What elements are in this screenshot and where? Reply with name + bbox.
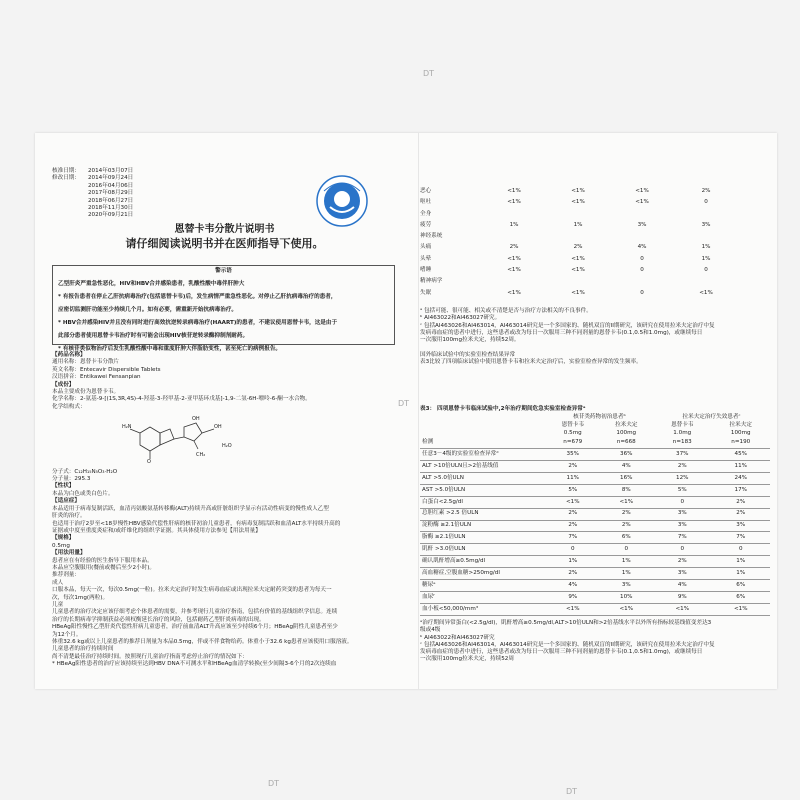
revision-date-value: 2018年11月30日 bbox=[88, 205, 134, 212]
table-row bbox=[420, 532, 770, 544]
table3-test-name: 血尿ᶠ bbox=[420, 591, 546, 603]
table3-value: 36% bbox=[600, 449, 654, 461]
revision-date-value: 2016年04月06日 bbox=[88, 182, 134, 189]
table3-value: 3% bbox=[711, 520, 770, 532]
warning-line: * HBV合并感染HIV并且没有同时进行高效抗逆转录病毒治疗(HAART)的患者，不建议使用恩替卡韦，这是由于 bbox=[58, 320, 338, 326]
table3-value: 7% bbox=[546, 532, 600, 544]
body-line: 本品为白色或类白色片。 bbox=[52, 490, 114, 497]
revision-date-row bbox=[52, 175, 202, 182]
table3-test-name: 高血糖症,空腹血糖>250mg/dl bbox=[420, 568, 546, 580]
ae-row bbox=[420, 197, 770, 208]
revision-date-value: 2018年06月27日 bbox=[88, 197, 134, 204]
table3-value: 2% bbox=[546, 568, 600, 580]
warning-line: 乙型肝炎严重急性恶化，HIV和HBV合并感染患者，乳酸性酸中毒伴肝肿大 bbox=[58, 281, 245, 287]
body-line: 本品应空腹服用(餐前或餐后至少2小时)。 bbox=[52, 564, 156, 571]
table3-value: 2% bbox=[546, 508, 600, 520]
table3-title: 表3： 四项恩替卡韦临床试验中,2年治疗期间危急实验室检查异常ᵃ bbox=[420, 406, 586, 412]
table3-group-header: 拉米夫定治疗失效患者ᶜ bbox=[682, 413, 741, 420]
ae-name: 头痛 bbox=[420, 244, 432, 251]
table3-header-cell bbox=[420, 413, 546, 421]
ae-row bbox=[420, 276, 770, 287]
footnotes-top bbox=[420, 308, 770, 366]
revision-date-value: 2014年03月07日 bbox=[88, 168, 134, 174]
adverse-events-table bbox=[420, 186, 770, 299]
table3-value: 5% bbox=[546, 484, 600, 496]
body-line: 汉语拼音：Entikawei Fensanpian bbox=[52, 374, 141, 381]
certification-logo-icon bbox=[314, 173, 370, 229]
body-line: 体重32.6 kg或以上儿童患者的推荐日剂量为本品0.5mg，伴或不伴食物给药。体重小于32.6 kg患者应该使用口服溶液。 bbox=[52, 639, 353, 645]
table3-value: 2% bbox=[653, 556, 711, 568]
table3-value: 6% bbox=[600, 532, 654, 544]
table3-value: 8% bbox=[600, 484, 654, 496]
body-line: 治疗的长期病毒学抑制获益必须权衡延长治疗的风险，包括耐药乙型肝炎病毒的出现。 bbox=[52, 616, 265, 623]
body-line: 英文名称：Entecavir Dispersible Tablets bbox=[52, 366, 161, 373]
ae-value: 3% bbox=[701, 221, 711, 228]
ae-row bbox=[420, 186, 770, 197]
footnote-line: 发病毒血症的患者中进行，这些患者或改为每日一次服用三种不同剂量的恩替卡韦(0.1,0.5和1.0mg)，或继续每日 bbox=[420, 649, 703, 656]
table3-header-row bbox=[420, 421, 770, 429]
footnote-line: ᵃ治疗期间异常蛋白(<2.5g/dl)，肌酐增高≥0.5mg/dl,ALT>10倍ULN和>2倍基线水平以外所有指标较基线值变差达3 bbox=[420, 620, 712, 626]
table3-test-name: 糖尿ᵉ bbox=[420, 579, 546, 591]
ae-value: <1% bbox=[507, 199, 521, 206]
table3-value: 3% bbox=[653, 508, 711, 520]
document-subtitle: 请仔细阅读说明书并在医师指导下使用。 bbox=[125, 237, 324, 250]
table3-value: 2% bbox=[600, 520, 654, 532]
section-heading: 【成份】 bbox=[52, 381, 75, 388]
table3-test-name: ALT >5.0倍ULN bbox=[420, 472, 546, 484]
table-row bbox=[420, 568, 770, 580]
lab-abnormalities-table bbox=[420, 413, 770, 615]
table3-value: 2% bbox=[600, 508, 654, 520]
table3-value: 37% bbox=[653, 449, 711, 461]
table-row bbox=[420, 579, 770, 591]
table3-header-cell: 0.5mg bbox=[563, 429, 582, 436]
body-line: 儿童 bbox=[52, 601, 64, 608]
warning-line: 此部分患者使用恩替卡韦治疗时有可能会出现HIV核苷逆转录酶抑制剂耐药。 bbox=[58, 333, 249, 339]
table3-value: 4% bbox=[600, 461, 654, 473]
body-line: 肝炎的治疗。 bbox=[52, 513, 86, 520]
table-row bbox=[420, 472, 770, 484]
table3-test-name: ALT >10倍ULN且>2倍基线值 bbox=[420, 461, 546, 473]
ae-value: 2% bbox=[509, 244, 519, 251]
warning-line: * 有核苷类似物治疗后发生乳酸性酸中毒和重度肝肿大伴脂肪变性，甚至死亡的病例报告。 bbox=[58, 346, 282, 352]
section-heading: 【规格】 bbox=[52, 535, 75, 542]
footnote-line: ᵇ AI463022和AI463027研究。 bbox=[420, 315, 501, 322]
body-line: 本品适用于病毒复制活跃，血清丙氨酸氨基转移酶(ALT)持续升高或肝脏组织学显示有活动性病变的慢性成人乙型 bbox=[52, 505, 329, 512]
warning-heading: 警示语 bbox=[215, 268, 232, 274]
ae-row bbox=[420, 220, 770, 231]
table3-header-cell bbox=[420, 421, 546, 429]
table-row bbox=[420, 461, 770, 473]
body-line: 成人 bbox=[52, 579, 64, 586]
body-line: 次，每次1mg(两粒)。 bbox=[52, 594, 109, 601]
revision-date-label bbox=[52, 212, 88, 219]
warning-box bbox=[52, 265, 395, 352]
table3-value: 4% bbox=[653, 579, 711, 591]
revision-date-label bbox=[52, 190, 88, 197]
table3-value: 11% bbox=[546, 472, 600, 484]
ae-value: 0 bbox=[704, 267, 708, 274]
table3-value: <1% bbox=[600, 603, 654, 615]
body-line: 证据或中度至重度炎症和/或纤维化的组织学证据。其具体使用方法参见【用法用量】 bbox=[52, 527, 261, 534]
ae-value: 1% bbox=[509, 221, 519, 228]
ae-value: 1% bbox=[701, 255, 711, 262]
ae-row bbox=[420, 231, 770, 242]
watermark: DT bbox=[268, 779, 280, 788]
ae-row bbox=[420, 209, 770, 220]
table3-value: 1% bbox=[546, 556, 600, 568]
footnote-line bbox=[420, 344, 770, 351]
table3-header-cell: n=679 bbox=[546, 437, 600, 448]
table3-value: 7% bbox=[711, 532, 770, 544]
footnote-line: 一次服用100mg拉米夫定，持续52周。 bbox=[420, 337, 520, 344]
ae-value: <1% bbox=[635, 199, 649, 206]
ae-value: <1% bbox=[507, 188, 521, 194]
body-line: 为12个月。 bbox=[52, 631, 82, 638]
document-title: 恩替卡韦分散片说明书 bbox=[174, 224, 275, 235]
table-row bbox=[420, 520, 770, 532]
table3-value: 9% bbox=[653, 591, 711, 603]
table3-value: 6% bbox=[711, 579, 770, 591]
body-line: 尚不清楚最佳治疗持续时间。按照现行儿童治疗指南考虑停止治疗的情况如下： bbox=[52, 653, 248, 660]
revision-date-value: 2020年09月21日 bbox=[88, 212, 134, 219]
section-heading: 【药品名称】 bbox=[52, 352, 86, 358]
revision-date-value: 2017年08月29日 bbox=[88, 190, 134, 197]
watermark: DT bbox=[566, 787, 578, 796]
table3-value: <1% bbox=[546, 603, 600, 615]
footnote-line: 国外临床试验中的实验室检查结果异常 bbox=[420, 351, 516, 358]
ae-value: <1% bbox=[571, 188, 585, 194]
table3-header-row bbox=[420, 437, 770, 448]
mol-label: O bbox=[147, 459, 151, 464]
table3-value: 3% bbox=[653, 520, 711, 532]
table3-value: <1% bbox=[653, 603, 711, 615]
table3-header-cell: 恩替卡韦 bbox=[561, 421, 584, 428]
ae-row bbox=[420, 242, 770, 253]
footnote-line: ᵇ AI463022和AI463027研究 bbox=[420, 634, 495, 641]
body-line: 化学结构式： bbox=[52, 403, 86, 410]
table3-value: 10% bbox=[600, 591, 654, 603]
table3-value: 3% bbox=[600, 579, 654, 591]
table3-value: 24% bbox=[711, 472, 770, 484]
table3-value: 0 bbox=[600, 544, 654, 556]
table3-value: 0 bbox=[653, 496, 711, 508]
table-row bbox=[420, 556, 770, 568]
table-row bbox=[420, 544, 770, 556]
ae-value: <1% bbox=[635, 188, 649, 194]
ae-name: 失眠 bbox=[420, 289, 432, 296]
ae-value: 0 bbox=[704, 199, 708, 206]
ae-name: 嗜睡 bbox=[420, 267, 432, 274]
ae-value: <1% bbox=[571, 267, 585, 274]
revision-date-row bbox=[52, 190, 202, 197]
ae-value: <1% bbox=[699, 289, 713, 296]
footnote-line: ᵃ 包括可能、很可能、相关或不清楚是否与治疗方法相关的不良事件。 bbox=[420, 308, 592, 314]
revision-date-label bbox=[52, 183, 88, 190]
table3-test-name: 淀粉酶 ≥2.1倍ULN bbox=[420, 520, 546, 532]
table3-test-name: 白蛋白<2.5g/dl bbox=[420, 496, 546, 508]
table3-value: 1% bbox=[711, 556, 770, 568]
table3-value: 2% bbox=[653, 461, 711, 473]
table3-value: 0 bbox=[711, 544, 770, 556]
body-line: 儿童患者的治疗决定应该仔细考虑个体患者的需要，并参考现行儿童治疗指南，包括有价值的基线组织学信息。连续 bbox=[52, 609, 338, 616]
ae-value: 4% bbox=[637, 244, 647, 251]
body-line: 本品主要成份为恩替卡韦。 bbox=[52, 389, 120, 396]
body-line: HBeAg阳性慢性乙型肝炎代偿性肝病儿童患者，治疗前血清ALT升高应该至少持续6个月；HBeAg阴性儿童患者至少 bbox=[52, 624, 338, 631]
table3-value: 0 bbox=[653, 544, 711, 556]
table3-header-cell: 拉米夫定 bbox=[729, 421, 752, 428]
ae-row bbox=[420, 265, 770, 276]
ae-value: 3% bbox=[637, 221, 647, 228]
ae-value: <1% bbox=[571, 199, 585, 206]
table3-header-cell: 1.0mg bbox=[673, 429, 692, 436]
footnote-line: 级或4级 bbox=[420, 627, 441, 634]
table3-header-cell: 拉米夫定 bbox=[615, 421, 638, 428]
table3-header-cell: n=668 bbox=[600, 437, 654, 448]
ae-value: <1% bbox=[507, 255, 521, 262]
revision-date-label bbox=[52, 205, 88, 212]
table3-value: 1% bbox=[600, 568, 654, 580]
section-heading: 【性状】 bbox=[52, 483, 75, 490]
table3-group-row bbox=[420, 413, 770, 421]
ae-value: 0 bbox=[640, 289, 644, 296]
table3-value: 4% bbox=[546, 579, 600, 591]
footnote-line: ᶜ 包括AI463026和AI463014，AI463014研究是一个多国家的、随机双盲的II期研究，该研究在使用拉米夫定治疗中复 bbox=[420, 641, 715, 648]
footnote-line: 发病毒血症的患者中进行，这些患者或改为每日一次服用三种不同剂量的恩替卡韦(0.1,0.5和1.0mg)，或继续每日 bbox=[420, 329, 703, 336]
table-row bbox=[420, 449, 770, 461]
table3-value: 3% bbox=[653, 568, 711, 580]
table3-value: 5% bbox=[653, 484, 711, 496]
body-line: 也适用于治疗2岁至<18岁慢性HBV感染代偿性肝病的核苷初治儿童患者，有病毒复制活跃和血清ALT水平持续升高的 bbox=[52, 520, 341, 527]
table3-header-cell: 100mg bbox=[730, 429, 751, 436]
table3-value: 17% bbox=[711, 484, 770, 496]
body-line: 推荐剂量： bbox=[52, 572, 80, 579]
footnote-line: 表3比较了四项临床试验中使用恩替卡韦和拉米夫定治疗后，实验室检查异常的发生频率。 bbox=[420, 359, 642, 366]
table3-value: 7% bbox=[653, 532, 711, 544]
ae-value: <1% bbox=[571, 289, 585, 296]
body-line: 通用名称：恩替卡韦分散片 bbox=[52, 359, 120, 366]
table3-test-name: 确认肌酐增高≥0.5mg/dl bbox=[420, 556, 546, 568]
table3-header-cell: 检测 bbox=[420, 437, 546, 448]
table-row bbox=[420, 603, 770, 615]
mol-label: H₂N bbox=[122, 424, 132, 431]
table3-value: 11% bbox=[711, 461, 770, 473]
left-body bbox=[52, 352, 397, 669]
revision-date-value: 2014年09月24日 bbox=[88, 175, 134, 182]
table3-value: <1% bbox=[711, 603, 770, 615]
revision-date-label bbox=[52, 198, 88, 205]
table-row bbox=[420, 496, 770, 508]
revision-date-label: 核准日期： bbox=[52, 168, 80, 174]
body-line: 儿童患者的治疗持续时间 bbox=[52, 646, 114, 653]
table3-value: <1% bbox=[600, 496, 654, 508]
ae-name: 疲劳 bbox=[420, 221, 432, 228]
footnote-line: 一次服用100mg拉米夫定，持续52周 bbox=[420, 656, 514, 663]
table3-test-name: 肌酐 >3.0倍ULN bbox=[420, 544, 546, 556]
body-line: 口服本品，每天一次，每次0.5mg(一粒)。拉米夫定治疗时发生病毒血症或出现拉米夫定耐药突变的患者为每天一 bbox=[52, 587, 332, 594]
table3-value: 2% bbox=[711, 508, 770, 520]
ae-value: 1% bbox=[701, 244, 711, 251]
table3-value: 1% bbox=[711, 568, 770, 580]
table3-test-name: 任意3－4级的实验室检查异常ᵈ bbox=[420, 449, 546, 461]
mol-label: OH bbox=[192, 416, 200, 423]
table3-header-cell: 100mg bbox=[616, 429, 637, 436]
table3-header-cell: 恩替卡韦 bbox=[671, 421, 694, 428]
body-line: * HBeAg阳性患者的治疗应该持续至达到HBV DNA不可测水平和HBeAg血清学转换(至少间隔3-6个月的2次连续血 bbox=[52, 661, 337, 668]
table3-value: 0 bbox=[546, 544, 600, 556]
watermark: DT bbox=[398, 399, 410, 408]
table3-header-cell bbox=[420, 429, 546, 437]
table-row bbox=[420, 484, 770, 496]
warning-line: * 有报告患者在停止乙肝抗病毒治疗(包括恩替卡韦)后，发生病情严重急性恶化。对停止乙肝抗病毒治疗的患者， bbox=[58, 294, 337, 300]
table3-test-name: 总胆红素 >2.5 倍ULN bbox=[420, 508, 546, 520]
table3-value: 2% bbox=[711, 496, 770, 508]
table-row bbox=[420, 508, 770, 520]
body-line: 分子式：C₁₂H₁₅N₅O₃·H₂O bbox=[52, 468, 118, 475]
section-heading: 【适应症】 bbox=[52, 498, 80, 505]
ae-value: 0 bbox=[640, 267, 644, 274]
table3-value: 2% bbox=[546, 461, 600, 473]
ae-value: 1% bbox=[573, 221, 583, 228]
table3-value: 45% bbox=[711, 449, 770, 461]
table3-header-cell: n=183 bbox=[653, 437, 711, 448]
ae-name: 头晕 bbox=[420, 255, 432, 262]
revision-date-row bbox=[52, 198, 202, 205]
ae-value: <1% bbox=[507, 289, 521, 296]
revision-dates bbox=[52, 168, 202, 220]
table3 bbox=[420, 406, 770, 616]
ae-name: 呕吐 bbox=[420, 199, 432, 206]
ae-row bbox=[420, 254, 770, 265]
ae-row bbox=[420, 288, 770, 299]
section-heading: 【用法用量】 bbox=[52, 550, 86, 557]
body-line: 患者应在有经验的医生指导下服用本品。 bbox=[52, 557, 153, 564]
table3-value: 9% bbox=[546, 591, 600, 603]
table3-group-header: 核苷类药物初治患者ᵇ bbox=[573, 413, 626, 420]
revision-date-row bbox=[52, 212, 202, 219]
table3-test-name: AST >5.0倍ULN bbox=[420, 484, 546, 496]
table3-value: 1% bbox=[600, 556, 654, 568]
ae-name: 恶心 bbox=[420, 188, 432, 194]
table3-value: 12% bbox=[653, 472, 711, 484]
mol-label: H₂O bbox=[222, 443, 232, 450]
footnote-line: ᶜ 包括AI463026和AI463014，AI463014研究是一个多国家的、随机双盲的II期研究，该研究在使用拉米夫定治疗中复 bbox=[420, 322, 715, 329]
table3-value: 35% bbox=[546, 449, 600, 461]
table3-value: 2% bbox=[546, 520, 600, 532]
body-line: 0.5mg bbox=[52, 542, 70, 549]
body-line: 分子量：295.3 bbox=[52, 476, 91, 483]
page-fold bbox=[418, 133, 419, 689]
revision-date-label: 修改日期： bbox=[52, 175, 80, 182]
footnotes-bottom bbox=[420, 620, 770, 664]
ae-value: 2% bbox=[573, 244, 583, 251]
chemical-structure bbox=[122, 413, 242, 463]
watermark: DT bbox=[423, 69, 435, 78]
table-row bbox=[420, 591, 770, 603]
ae-name: 精神病学 bbox=[420, 278, 443, 285]
table3-header-row bbox=[420, 429, 770, 437]
ae-value: 0 bbox=[640, 255, 644, 262]
table3-value: 16% bbox=[600, 472, 654, 484]
body-line: 化学名称：2-氨基-9-[(1S,3R,4S)-4-羟基-3-羟甲基-2-亚甲基环戊基]-1,9-二氢-6H-嘌呤-6-酮一水合物。 bbox=[52, 396, 311, 403]
table3-value: 6% bbox=[711, 591, 770, 603]
ae-value: <1% bbox=[507, 267, 521, 274]
mol-label: OH bbox=[214, 424, 222, 431]
ae-name: 全身 bbox=[420, 210, 432, 217]
ae-name: 神经系统 bbox=[420, 233, 443, 240]
table3-test-name: 血小板<50,000/mm³ bbox=[420, 603, 546, 615]
mol-label: CH₂ bbox=[196, 452, 206, 459]
table3-test-name: 脂酶 ≥2.1倍ULN bbox=[420, 532, 546, 544]
table3-header-cell: n=190 bbox=[711, 437, 770, 448]
table3-value: <1% bbox=[546, 496, 600, 508]
warning-line: 应密切监测肝功能至少持续几个月。如有必要，需重新开始抗病毒治疗。 bbox=[58, 307, 238, 313]
ae-value: 2% bbox=[701, 188, 711, 194]
ae-value: <1% bbox=[571, 255, 585, 262]
